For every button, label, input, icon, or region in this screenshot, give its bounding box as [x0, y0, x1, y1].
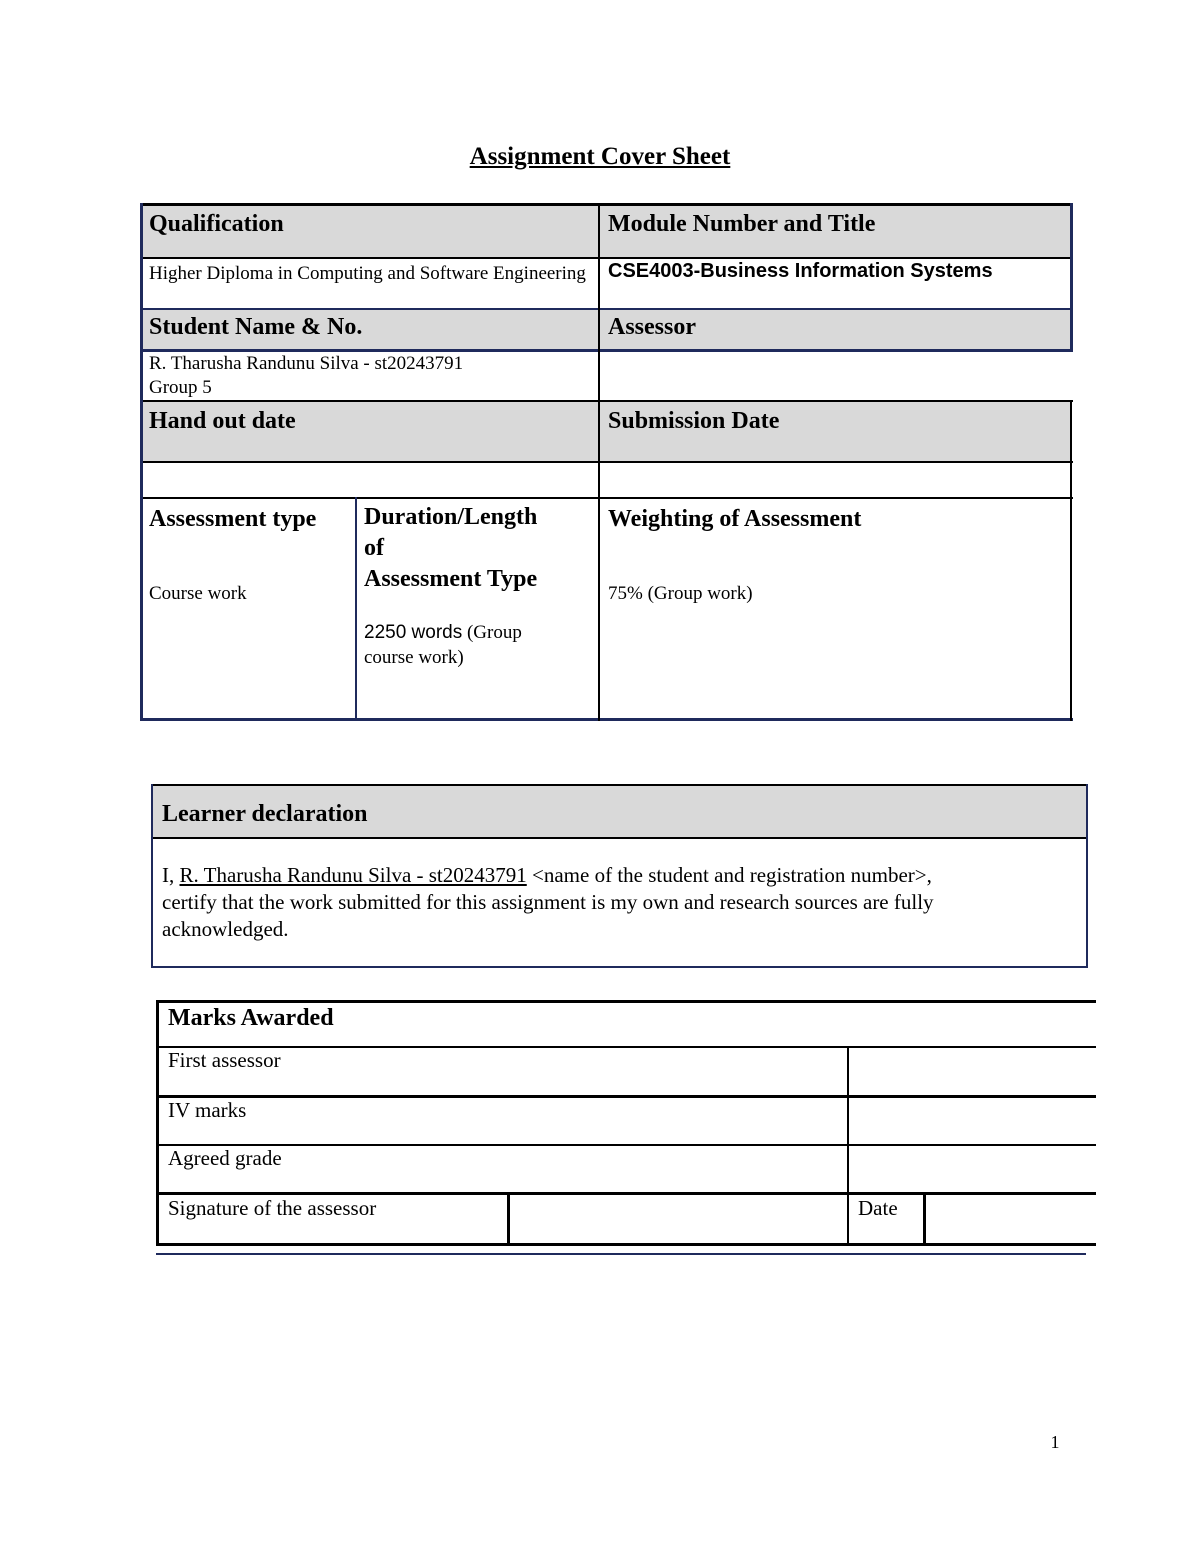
marks-border [156, 1000, 159, 1246]
student-group-value: Group 5 [149, 377, 212, 398]
assessment-type-value: Course work [149, 583, 247, 604]
module-value: CSE4003-Business Information Systems [608, 260, 993, 282]
declaration-prefix: I, [162, 863, 175, 887]
assessment-type-label: Assessment type [149, 506, 317, 532]
page-number: 1 [1050, 1432, 1060, 1452]
first-assessor-label: First assessor [168, 1048, 281, 1072]
table-border [140, 497, 1073, 499]
module-header [600, 205, 1071, 258]
submission-value [600, 463, 1071, 465]
declaration-header-label: Learner declaration [162, 801, 368, 827]
table-border [140, 257, 1073, 259]
weighting-value: 75% (Group work) [608, 583, 753, 604]
student-label: Student Name & No. [149, 314, 363, 340]
marks-border [923, 1192, 926, 1245]
table-border [140, 400, 1073, 402]
table-border [140, 349, 1073, 352]
table-border [140, 203, 143, 721]
declaration-header [152, 786, 1086, 837]
handout-value-cell [141, 463, 599, 498]
table-border [140, 718, 1073, 721]
date-label: Date [858, 1196, 898, 1220]
submission-header [600, 402, 1071, 462]
declaration-line2: certify that the work submitted for this assignment is my own and research sources are fully [162, 890, 934, 914]
marks-border [847, 1046, 849, 1245]
declaration-border [151, 837, 1088, 839]
table-border [140, 461, 1073, 463]
declaration-border [151, 784, 1088, 786]
declaration-student-name: R. Tharusha Randunu Silva - st20243791 [179, 863, 527, 887]
declaration-border [151, 966, 1088, 968]
table-border [1070, 203, 1073, 351]
marks-border [156, 1243, 1096, 1246]
table-border [140, 203, 1073, 206]
duration-label-line3: Assessment Type [364, 566, 538, 592]
marks-border [156, 1000, 1096, 1003]
student-value-cell [141, 351, 599, 400]
duration-value-rest: (Group [466, 622, 522, 643]
marks-border [156, 1144, 1096, 1146]
declaration-border [151, 784, 153, 968]
duration-value-line2: course work) [364, 647, 464, 668]
declaration-placeholder: <name of the student and registration number>, [532, 863, 932, 887]
marks-border [156, 1253, 1086, 1255]
qualification-value-cell [141, 259, 599, 309]
agreed-grade-label: Agreed grade [168, 1146, 282, 1170]
handout-header [141, 402, 599, 462]
marks-header: Marks Awarded [168, 1005, 334, 1031]
handout-label: Hand out date [149, 408, 296, 434]
declaration-line3: acknowledged. [162, 917, 289, 941]
declaration-border [1086, 784, 1088, 968]
assessor-header [600, 310, 1071, 350]
qualification-value: Higher Diploma in Computing and Software Engineering [149, 263, 586, 284]
duration-words: 2250 words [364, 622, 463, 643]
student-name-value: R. Tharusha Randunu Silva - st20243791 [149, 353, 464, 374]
handout-value [141, 463, 599, 465]
student-header [141, 310, 599, 350]
table-border [355, 497, 357, 721]
declaration-text [162, 862, 1062, 943]
iv-marks-label: IV marks [168, 1098, 247, 1122]
marks-border [156, 1046, 1096, 1048]
duration-label-line2: of [364, 535, 384, 561]
weighting-label: Weighting of Assessment [608, 506, 862, 532]
page-title: Assignment Cover Sheet [469, 143, 731, 170]
signature-label: Signature of the assessor [168, 1196, 377, 1220]
qualification-label: Qualification [149, 211, 284, 237]
table-border [140, 308, 1073, 310]
assessor-value-cell [600, 351, 1071, 400]
assessment-type-cell [141, 500, 355, 718]
marks-border [156, 1095, 1096, 1098]
qualification-header [141, 205, 599, 258]
duration-label-line1: Duration/Length [364, 504, 538, 530]
marks-border [507, 1192, 510, 1245]
assessor-label: Assessor [608, 314, 696, 340]
marks-border [156, 1192, 1096, 1195]
duration-cell [356, 500, 599, 718]
table-border [1070, 400, 1072, 721]
submission-value-cell [600, 463, 1071, 498]
module-value-cell [600, 259, 1071, 309]
table-border [598, 203, 600, 721]
weighting-cell [600, 500, 1071, 718]
module-label: Module Number and Title [608, 211, 876, 237]
submission-label: Submission Date [608, 408, 780, 434]
